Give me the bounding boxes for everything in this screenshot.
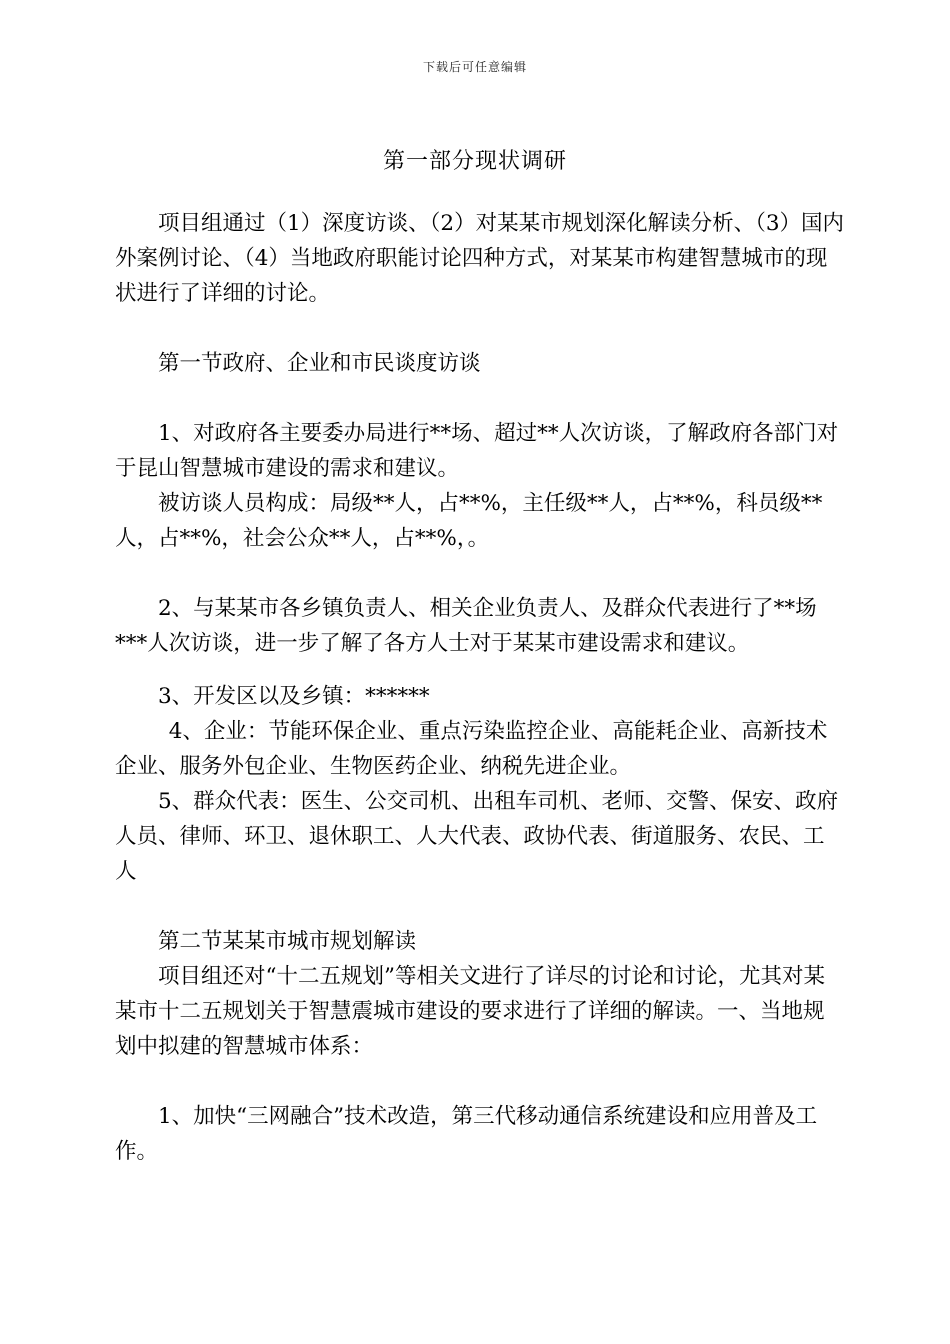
section-1-item-4: 4、企业：节能环保企业、重点污染监控企业、高能耗企业、高新技术企业、服务外包企业、生物医药企业、纳税先进企业。 <box>115 719 828 779</box>
section-1-item-5: 5、群众代表：医生、公交司机、出租车司机、老师、交警、保安、政府人员、律师、环卫、退休职工、人大代表、政协代表、街道服务、农民、工人 <box>115 789 839 884</box>
document-body <box>115 206 845 1169</box>
section-1-item-2: 2、与某某市各乡镇负责人、相关企业负责人、及群众代表进行了**场***人次访谈，进一步了解了各方人士对于某某市建设需求和建议。 <box>115 596 817 656</box>
intro-paragraph: 项目组通过（1）深度访谈、（2）对某某市规划深化解读分析、（3）国内外案例讨论、（4）当地政府职能讨论四种方式，对某某市构建智慧城市的现状进行了详细的讨论。 <box>115 211 845 306</box>
section-1-item-1: 1、对政府各主要委办局进行**场、超过**人次访谈，了解政府各部门对于昆山智慧城市建设的需求和建议。 <box>115 421 839 481</box>
section-2-item-1: 1、加快“三网融合”技术改造，第三代移动通信系统建设和应用普及工作。 <box>115 1104 818 1164</box>
section-1-item-3: 3、开发区以及乡镇：****** <box>158 684 430 709</box>
section-1-heading: 第一节政府、企业和市民谈度访谈 <box>158 351 481 376</box>
section-2-heading: 第二节某某市城市规划解读 <box>158 929 417 954</box>
section-2-paragraph: 项目组还对“十二五规划”等相关文进行了详尽的讨论和讨论，尤其对某某市十二五规划关于智慧震城市建设的要求进行了详细的解读。一、当地规划中拟建的智慧城市体系： <box>115 964 825 1059</box>
section-1-item-1-detail: 被访谈人员构成：局级**人，占**%，主任级**人，占**%，科员级**人，占**%，社会公众**人，占**%，。 <box>115 491 823 551</box>
page-title: 第一部分现状调研 <box>382 149 567 174</box>
download-editable-note: 下载后可任意编辑 <box>422 60 527 74</box>
